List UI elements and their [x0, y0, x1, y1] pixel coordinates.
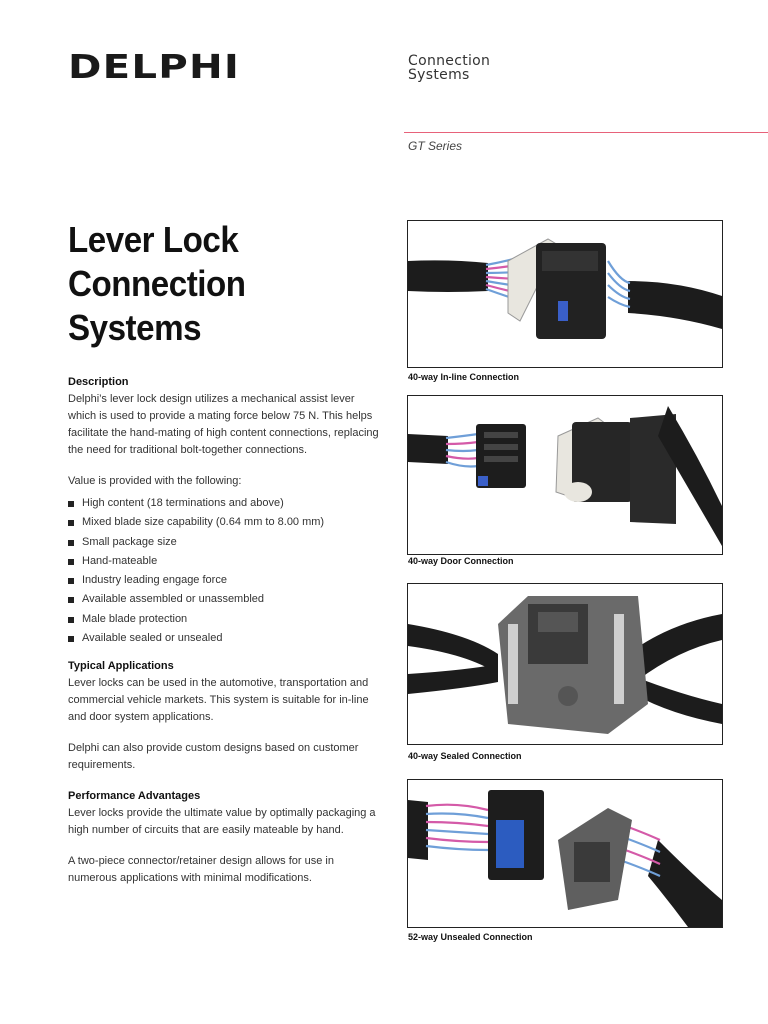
bullet-item: Available sealed or unsealed: [68, 629, 383, 648]
bullet-item: Hand-mateable: [68, 552, 383, 571]
title-line-3: Systems: [68, 307, 202, 348]
delphi-logo: DELPHI: [68, 47, 241, 86]
figure-unsealed-connection: [407, 779, 723, 928]
figure-caption-4: 52-way Unsealed Connection: [408, 932, 533, 942]
inline-connector-photo: [408, 221, 722, 367]
description-heading: Description: [68, 376, 129, 388]
bullet-item: High content (18 terminations and above): [68, 494, 383, 513]
title-line-2: Connection: [68, 263, 246, 304]
applications-heading: Typical Applications: [68, 660, 174, 673]
advantages-text: Lever locks provide the ultimate value by optimally packaging a high number of circuits that are easily mateable by hand.: [68, 807, 376, 837]
bullet-item: Small package size: [68, 533, 383, 552]
figure-sealed-connection: [407, 583, 723, 745]
category-line-1: Connection: [408, 53, 491, 69]
title-line-1: Lever Lock: [68, 219, 239, 260]
value-intro: Value is provided with the following:: [68, 475, 242, 487]
bullet-item: Industry leading engage force: [68, 571, 383, 590]
figure-caption-1: 40-way In-line Connection: [408, 372, 520, 382]
bullet-item: Male blade protection: [68, 610, 383, 629]
advantages-text-2: A two-piece connector/retainer design allows for use in numerous applications with minimal modifications.: [68, 855, 334, 885]
bullet-item: Mixed blade size capability (0.64 mm to 8.00 mm): [68, 513, 383, 532]
description-text: Delphi’s lever lock design utilizes a mechanical assist lever which is used to provide a mating force below 75 N. This helps facilitate the hand-mating of high content connections, replacing the need for traditional bolt-together connections.: [68, 393, 379, 456]
applications-text: Lever locks can be used in the automotive, transportation and commercial vehicle markets. This system is suitable for in-line and door system applications.: [68, 677, 369, 724]
applications-text-2: Delphi can also provide custom designs based on customer requirements.: [68, 742, 359, 772]
door-connector-photo: [408, 396, 722, 554]
body-text-column: [68, 374, 383, 887]
accent-rule: [404, 132, 768, 133]
series-label: GT Series: [408, 139, 463, 153]
bullet-item: Available assembled or unassembled: [68, 590, 383, 609]
figure-inline-connection: [407, 220, 723, 368]
figure-caption-2: 40-way Door Connection: [408, 556, 514, 566]
figure-door-connection: [407, 395, 723, 555]
advantages-heading: Performance Advantages: [68, 790, 201, 803]
figure-caption-3: 40-way Sealed Connection: [408, 751, 522, 761]
page-title: [68, 218, 362, 350]
unsealed-connector-photo: [408, 780, 722, 927]
value-bullet-list: [68, 494, 383, 648]
category-line-2: Systems: [408, 67, 470, 83]
sealed-connector-photo: [408, 584, 722, 744]
category-label: [408, 54, 490, 82]
